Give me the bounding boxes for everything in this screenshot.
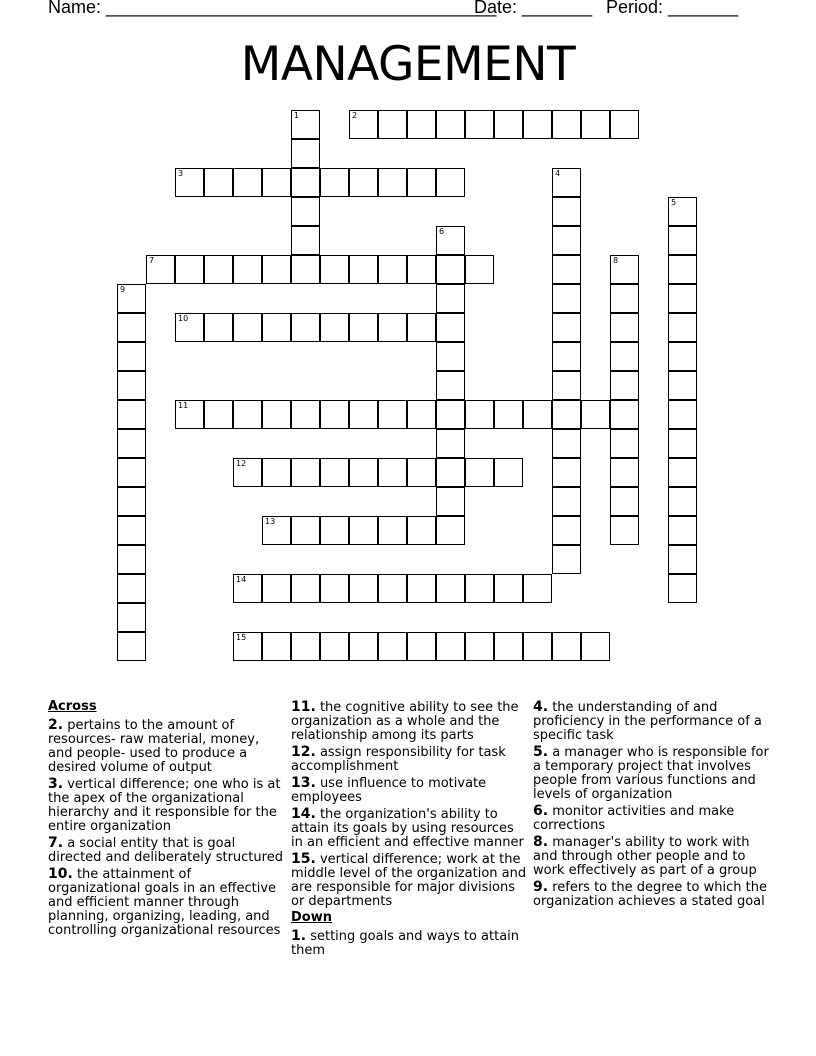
grid-cell[interactable] bbox=[407, 516, 436, 545]
grid-cell[interactable] bbox=[320, 574, 349, 603]
clue-number-label: 5. bbox=[533, 744, 549, 760]
clue-number: 6 bbox=[439, 227, 445, 236]
clue-number-label: 14. bbox=[291, 806, 316, 822]
clue-number-label: 4. bbox=[533, 699, 549, 715]
grid-cell[interactable] bbox=[436, 429, 465, 458]
across-heading: Across bbox=[48, 699, 97, 714]
grid-cell[interactable] bbox=[436, 574, 465, 603]
grid-cell[interactable] bbox=[291, 400, 320, 429]
grid-cell[interactable] bbox=[378, 255, 407, 284]
grid-cell[interactable] bbox=[436, 458, 465, 487]
clue-column-1 bbox=[48, 700, 284, 940]
grid-cell[interactable] bbox=[378, 400, 407, 429]
grid-cell[interactable] bbox=[668, 197, 697, 226]
grid-cell[interactable] bbox=[610, 516, 639, 545]
name-field[interactable]: Name: _______________________________________ bbox=[48, 0, 497, 17]
grid-cell[interactable] bbox=[552, 342, 581, 371]
grid-cell[interactable] bbox=[175, 255, 204, 284]
grid-cell[interactable] bbox=[523, 632, 552, 661]
clue-number: 10 bbox=[178, 314, 189, 323]
grid-cell[interactable] bbox=[320, 632, 349, 661]
grid-cell[interactable] bbox=[552, 400, 581, 429]
grid-cell[interactable] bbox=[291, 255, 320, 284]
grid-cell[interactable] bbox=[436, 400, 465, 429]
grid-cell[interactable] bbox=[233, 168, 262, 197]
grid-cell[interactable] bbox=[320, 400, 349, 429]
grid-cell[interactable] bbox=[378, 458, 407, 487]
down-heading: Down bbox=[291, 910, 332, 925]
grid-cell[interactable] bbox=[494, 110, 523, 139]
period-field[interactable]: Period: _______ bbox=[606, 0, 739, 17]
grid-cell[interactable] bbox=[349, 516, 378, 545]
grid-cell[interactable] bbox=[262, 458, 291, 487]
grid-cell[interactable] bbox=[233, 255, 262, 284]
clue-number: 7 bbox=[149, 256, 155, 265]
grid-cell[interactable] bbox=[668, 284, 697, 313]
grid-cell[interactable] bbox=[552, 371, 581, 400]
grid-cell[interactable] bbox=[117, 371, 146, 400]
grid-cell[interactable] bbox=[610, 400, 639, 429]
grid-cell[interactable] bbox=[407, 574, 436, 603]
clue-text: refers to the degree to which the organization achieves a stated goal bbox=[533, 880, 767, 909]
grid-cell[interactable] bbox=[378, 110, 407, 139]
clue-text: vertical difference; one who is at the apex of the organizational hierarchy and it responsible for the entire organization bbox=[48, 777, 281, 834]
grid-cell[interactable] bbox=[233, 313, 262, 342]
grid-cell[interactable] bbox=[436, 284, 465, 313]
clue-text: assign responsibility for task accomplishment bbox=[291, 745, 506, 774]
grid-cell[interactable] bbox=[581, 632, 610, 661]
clue-down-8 bbox=[533, 835, 769, 878]
clue-text: the attainment of organizational goals in an effective and efficient manner through planning, organizing, leading, and controlling organizational resources bbox=[48, 867, 281, 938]
grid-cell[interactable] bbox=[552, 429, 581, 458]
grid-cell[interactable] bbox=[407, 458, 436, 487]
grid-cell[interactable] bbox=[552, 110, 581, 139]
grid-cell[interactable] bbox=[436, 226, 465, 255]
grid-cell[interactable] bbox=[436, 313, 465, 342]
clue-text: manager's ability to work with and through other people and to work effectively as part of a group bbox=[533, 835, 757, 878]
grid-cell[interactable] bbox=[407, 168, 436, 197]
grid-cell[interactable] bbox=[291, 313, 320, 342]
grid-cell[interactable] bbox=[262, 516, 291, 545]
grid-cell[interactable] bbox=[117, 545, 146, 574]
grid-cell[interactable] bbox=[320, 255, 349, 284]
grid-cell[interactable] bbox=[117, 632, 146, 661]
clue-number-label: 12. bbox=[291, 744, 316, 760]
grid-cell[interactable] bbox=[523, 110, 552, 139]
clue-number-label: 6. bbox=[533, 803, 549, 819]
clue-number: 5 bbox=[671, 198, 677, 207]
grid-cell[interactable] bbox=[494, 632, 523, 661]
clue-number-label: 13. bbox=[291, 775, 316, 791]
clue-number: 4 bbox=[555, 169, 561, 178]
grid-cell[interactable] bbox=[668, 458, 697, 487]
grid-cell[interactable] bbox=[465, 110, 494, 139]
grid-cell[interactable] bbox=[262, 313, 291, 342]
clue-text: vertical difference; work at the middle level of the organization and are responsible for major divisions or departments bbox=[291, 852, 527, 909]
grid-cell[interactable] bbox=[407, 632, 436, 661]
grid-cell[interactable] bbox=[465, 574, 494, 603]
grid-cell[interactable] bbox=[610, 284, 639, 313]
grid-cell[interactable] bbox=[581, 400, 610, 429]
grid-cell[interactable] bbox=[233, 574, 262, 603]
grid-cell[interactable] bbox=[552, 487, 581, 516]
grid-cell[interactable] bbox=[552, 197, 581, 226]
grid-cell[interactable] bbox=[262, 255, 291, 284]
grid-cell[interactable] bbox=[117, 284, 146, 313]
clue-number: 13 bbox=[265, 517, 276, 526]
grid-cell[interactable] bbox=[465, 400, 494, 429]
grid-cell[interactable] bbox=[552, 545, 581, 574]
clue-number-label: 15. bbox=[291, 851, 316, 867]
grid-cell[interactable] bbox=[552, 284, 581, 313]
clue-text: use influence to motivate employees bbox=[291, 776, 487, 805]
clue-down-6 bbox=[533, 804, 769, 833]
clue-number: 9 bbox=[120, 285, 126, 294]
grid-cell[interactable] bbox=[465, 632, 494, 661]
grid-cell[interactable] bbox=[610, 313, 639, 342]
date-field[interactable]: Date: _______ bbox=[474, 0, 593, 17]
grid-cell[interactable] bbox=[233, 632, 262, 661]
grid-cell[interactable] bbox=[117, 429, 146, 458]
grid-cell[interactable] bbox=[523, 400, 552, 429]
grid-cell[interactable] bbox=[117, 313, 146, 342]
grid-cell[interactable] bbox=[494, 574, 523, 603]
clue-text: monitor activities and make corrections bbox=[533, 804, 735, 833]
grid-cell[interactable] bbox=[668, 487, 697, 516]
grid-cell[interactable] bbox=[262, 168, 291, 197]
clue-text: a social entity that is goal directed and deliberately structured bbox=[48, 836, 283, 865]
grid-cell[interactable] bbox=[320, 313, 349, 342]
grid-cell[interactable] bbox=[117, 400, 146, 429]
clue-text: the organization's ability to attain its goals by using resources in an efficient and effective manner bbox=[291, 807, 524, 850]
clue-number: 2 bbox=[352, 111, 358, 120]
grid-cell[interactable] bbox=[494, 400, 523, 429]
clue-across-3 bbox=[48, 777, 284, 834]
grid-cell[interactable] bbox=[204, 400, 233, 429]
grid-cell[interactable] bbox=[291, 632, 320, 661]
grid-cell[interactable] bbox=[320, 516, 349, 545]
clue-across-14 bbox=[291, 807, 527, 850]
clue-number-label: 1. bbox=[291, 928, 307, 944]
grid-cell[interactable] bbox=[494, 458, 523, 487]
grid-cell[interactable] bbox=[204, 168, 233, 197]
grid-cell[interactable] bbox=[291, 458, 320, 487]
grid-cell[interactable] bbox=[668, 429, 697, 458]
grid-cell[interactable] bbox=[523, 574, 552, 603]
grid-cell[interactable] bbox=[349, 400, 378, 429]
clue-column-3 bbox=[533, 700, 769, 911]
grid-cell[interactable] bbox=[668, 342, 697, 371]
grid-cell[interactable] bbox=[436, 632, 465, 661]
grid-cell[interactable] bbox=[233, 458, 262, 487]
clue-number: 14 bbox=[236, 575, 247, 584]
grid-cell[interactable] bbox=[233, 400, 262, 429]
clue-text: setting goals and ways to attain them bbox=[291, 929, 520, 958]
grid-cell[interactable] bbox=[320, 168, 349, 197]
grid-cell[interactable] bbox=[407, 255, 436, 284]
clue-number-label: 9. bbox=[533, 879, 549, 895]
grid-cell[interactable] bbox=[204, 255, 233, 284]
grid-cell[interactable] bbox=[552, 168, 581, 197]
clue-number: 11 bbox=[178, 401, 189, 410]
clue-text: the understanding of and proficiency in the performance of a specific task bbox=[533, 700, 762, 743]
clue-text: the cognitive ability to see the organization as a whole and the relationship among its parts bbox=[291, 700, 519, 743]
grid-cell[interactable] bbox=[117, 487, 146, 516]
grid-cell[interactable] bbox=[117, 342, 146, 371]
grid-cell[interactable] bbox=[668, 371, 697, 400]
grid-cell[interactable] bbox=[436, 487, 465, 516]
clue-across-7 bbox=[48, 836, 284, 865]
grid-cell[interactable] bbox=[349, 632, 378, 661]
grid-cell[interactable] bbox=[610, 255, 639, 284]
grid-cell[interactable] bbox=[291, 226, 320, 255]
grid-cell[interactable] bbox=[465, 255, 494, 284]
grid-cell[interactable] bbox=[436, 371, 465, 400]
grid-cell[interactable] bbox=[378, 313, 407, 342]
clue-number-label: 11. bbox=[291, 699, 316, 715]
clue-number: 12 bbox=[236, 459, 247, 468]
clue-down-9 bbox=[533, 880, 769, 909]
clue-number-label: 7. bbox=[48, 835, 64, 851]
grid-cell[interactable] bbox=[262, 400, 291, 429]
grid-cell[interactable] bbox=[146, 255, 175, 284]
grid-cell[interactable] bbox=[291, 110, 320, 139]
grid-cell[interactable] bbox=[175, 313, 204, 342]
clue-number-label: 3. bbox=[48, 776, 64, 792]
grid-cell[interactable] bbox=[436, 168, 465, 197]
grid-cell[interactable] bbox=[407, 313, 436, 342]
grid-cell[interactable] bbox=[610, 429, 639, 458]
grid-cell[interactable] bbox=[320, 458, 349, 487]
clue-text: a manager who is responsible for a temporary project that involves people from various functions and levels of organization bbox=[533, 745, 769, 802]
grid-cell[interactable] bbox=[291, 197, 320, 226]
grid-cell[interactable] bbox=[378, 516, 407, 545]
grid-cell[interactable] bbox=[552, 516, 581, 545]
grid-cell[interactable] bbox=[610, 342, 639, 371]
grid-cell[interactable] bbox=[349, 313, 378, 342]
grid-cell[interactable] bbox=[349, 574, 378, 603]
grid-cell[interactable] bbox=[552, 226, 581, 255]
grid-cell[interactable] bbox=[552, 632, 581, 661]
page-title: MANAGEMENT bbox=[240, 37, 576, 92]
grid-cell[interactable] bbox=[117, 458, 146, 487]
grid-cell[interactable] bbox=[291, 139, 320, 168]
clue-down-5 bbox=[533, 745, 769, 802]
clue-across-13 bbox=[291, 776, 527, 805]
grid-cell[interactable] bbox=[668, 255, 697, 284]
grid-cell[interactable] bbox=[175, 168, 204, 197]
grid-cell[interactable] bbox=[407, 400, 436, 429]
clue-text: pertains to the amount of resources- raw material, money, and people- used to produce a desired volume of output bbox=[48, 718, 260, 775]
grid-cell[interactable] bbox=[668, 516, 697, 545]
clue-number-label: 2. bbox=[48, 717, 64, 733]
grid-cell[interactable] bbox=[378, 574, 407, 603]
clue-column-2 bbox=[291, 700, 527, 960]
grid-cell[interactable] bbox=[117, 603, 146, 632]
grid-cell[interactable] bbox=[610, 110, 639, 139]
clue-across-11 bbox=[291, 700, 527, 743]
grid-cell[interactable] bbox=[378, 632, 407, 661]
clue-number: 15 bbox=[236, 633, 247, 642]
grid-cell[interactable] bbox=[349, 110, 378, 139]
grid-cell[interactable] bbox=[668, 400, 697, 429]
grid-cell[interactable] bbox=[204, 313, 233, 342]
grid-cell[interactable] bbox=[668, 574, 697, 603]
grid-cell[interactable] bbox=[610, 487, 639, 516]
grid-cell[interactable] bbox=[349, 168, 378, 197]
clue-number-label: 10. bbox=[48, 866, 73, 882]
grid-cell[interactable] bbox=[581, 110, 610, 139]
grid-cell[interactable] bbox=[668, 226, 697, 255]
clue-number: 1 bbox=[294, 111, 300, 120]
grid-cell[interactable] bbox=[291, 516, 320, 545]
grid-cell[interactable] bbox=[349, 255, 378, 284]
grid-cell[interactable] bbox=[552, 313, 581, 342]
grid-cell[interactable] bbox=[175, 400, 204, 429]
grid-cell[interactable] bbox=[117, 516, 146, 545]
grid-cell[interactable] bbox=[117, 574, 146, 603]
grid-cell[interactable] bbox=[610, 458, 639, 487]
grid-cell[interactable] bbox=[262, 574, 291, 603]
clue-across-15 bbox=[291, 852, 527, 909]
grid-cell[interactable] bbox=[291, 574, 320, 603]
grid-cell[interactable] bbox=[552, 458, 581, 487]
grid-cell[interactable] bbox=[262, 632, 291, 661]
clue-down-1 bbox=[291, 929, 527, 958]
grid-cell[interactable] bbox=[436, 516, 465, 545]
grid-cell[interactable] bbox=[668, 313, 697, 342]
clue-number: 3 bbox=[178, 169, 184, 178]
grid-cell[interactable] bbox=[465, 458, 494, 487]
grid-cell[interactable] bbox=[610, 371, 639, 400]
grid-cell[interactable] bbox=[436, 342, 465, 371]
clue-number: 8 bbox=[613, 256, 619, 265]
grid-cell[interactable] bbox=[349, 458, 378, 487]
grid-cell[interactable] bbox=[407, 110, 436, 139]
clue-down-4 bbox=[533, 700, 769, 743]
clue-number-label: 8. bbox=[533, 834, 549, 850]
clue-across-10 bbox=[48, 867, 284, 938]
grid-cell[interactable] bbox=[552, 255, 581, 284]
grid-cell[interactable] bbox=[378, 168, 407, 197]
grid-cell[interactable] bbox=[436, 110, 465, 139]
clue-across-12 bbox=[291, 745, 527, 774]
grid-cell[interactable] bbox=[291, 168, 320, 197]
clue-across-2 bbox=[48, 718, 284, 775]
grid-cell[interactable] bbox=[436, 255, 465, 284]
grid-cell[interactable] bbox=[668, 545, 697, 574]
